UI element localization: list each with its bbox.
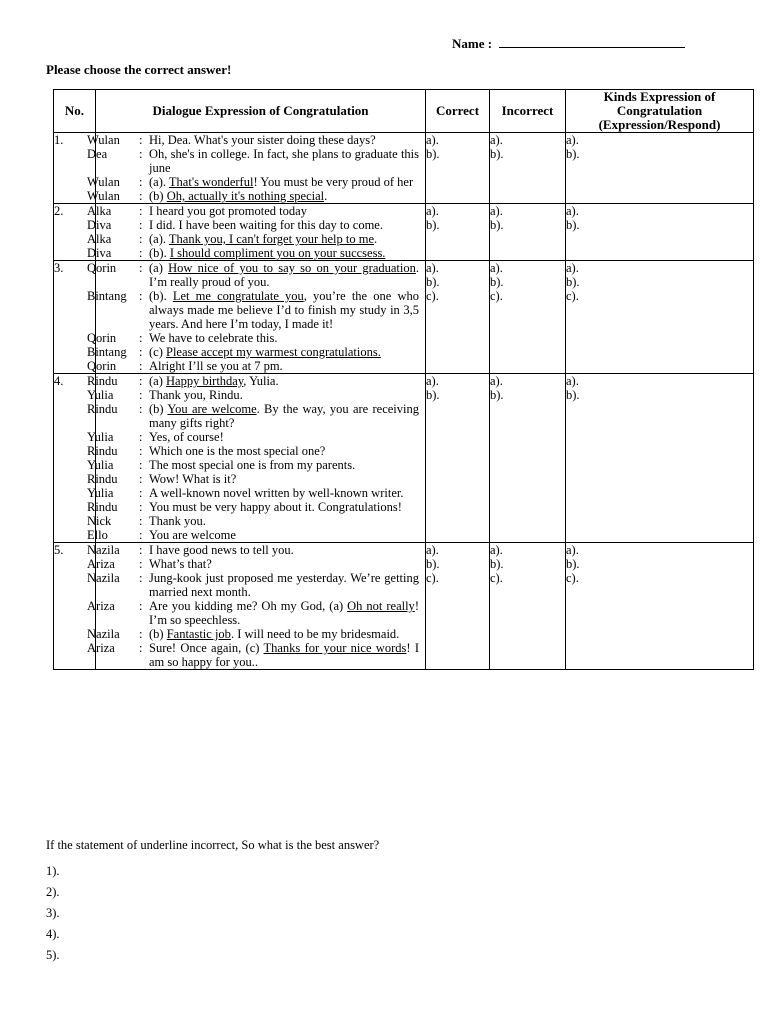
dialogue-cell [87, 374, 426, 543]
kinds-cell [566, 261, 754, 374]
incorrect-cell [490, 374, 566, 543]
dialogue-text: Jung-kook just proposed me yesterday. We’re getting married next month. [149, 571, 419, 599]
option-label: c). [490, 289, 503, 303]
dialogue-text: You are welcome [149, 528, 236, 542]
table-row [54, 543, 754, 670]
speaker-colon: : [139, 345, 143, 359]
option-label: a). [426, 374, 439, 388]
underlined-expression: Oh not really [347, 599, 415, 613]
underlined-expression: I should compliment you on your succsess. [169, 246, 386, 260]
option-label: a). [490, 133, 503, 147]
option-label: a). [426, 133, 439, 147]
incorrect-cell [490, 133, 566, 204]
text-after: ! I am so happy for you.. [149, 641, 420, 669]
dialogue-text: Hi, Dea. What's your sister doing these days? [149, 133, 376, 147]
dialogue-text: Oh, she's in college. In fact, she plans to graduate this june [149, 147, 419, 175]
text-before: (b). [149, 246, 170, 260]
speaker-colon: : [139, 641, 143, 655]
answer-line-2: 2). [46, 885, 60, 899]
dialogue-cell [87, 261, 426, 374]
dialogue-text: Yes, of course! [149, 430, 224, 444]
instruction: Please choose the correct answer! [46, 62, 232, 77]
dialogue-text [149, 402, 419, 430]
header-dialogue: Dialogue Expression of Congratulation [96, 90, 426, 133]
table-row [54, 133, 754, 204]
text-before: (b) [149, 627, 167, 641]
text-before: (a). [149, 175, 169, 189]
option-label: b). [490, 218, 504, 232]
option-label: a). [426, 543, 439, 557]
speaker-name: Nazila [87, 627, 120, 641]
speaker-colon: : [139, 458, 143, 472]
speaker-name: Rindu [87, 402, 118, 416]
text-after: . I’m really proud of you. [149, 261, 419, 289]
dialogue-lines [87, 543, 425, 669]
correct-cell [426, 543, 490, 670]
speaker-name: Alka [87, 204, 112, 218]
table-row [54, 204, 754, 261]
option-label: c). [426, 289, 439, 303]
speaker-colon: : [139, 571, 143, 585]
text-after: . [324, 189, 328, 203]
speaker-colon: : [139, 359, 143, 373]
dialogue-cell [87, 133, 426, 204]
speaker-colon: : [139, 232, 143, 246]
speaker-name: Rindu [87, 500, 118, 514]
speaker-colon: : [139, 472, 143, 486]
table-header-row [54, 90, 754, 133]
row-number: 2. [54, 204, 96, 261]
option-label: a). [490, 543, 503, 557]
dialogue-text [149, 641, 419, 669]
speaker-colon: : [139, 147, 143, 161]
row-number: 1. [54, 133, 96, 204]
row-number: 4. [54, 374, 96, 543]
correct-cell [426, 133, 490, 204]
speaker-colon: : [139, 331, 143, 345]
speaker-name: Yulia [87, 458, 114, 472]
speaker-name: Wulan [87, 175, 120, 189]
option-label: b). [490, 275, 504, 289]
option-label: a). [426, 261, 439, 275]
speaker-name: Nazila [87, 571, 120, 585]
speaker-name: Bintang [87, 289, 127, 303]
text-after: . I will need to be my bridesmaid. [230, 627, 400, 641]
dialogue-text: You must be very happy about it. Congratulations! [149, 500, 402, 514]
header-incorrect: Incorrect [490, 90, 566, 133]
name-label: Name : [452, 36, 496, 51]
text-after: ! You must be very proud of her [253, 175, 414, 189]
speaker-name: Qorin [87, 359, 117, 373]
dialogue-lines [87, 204, 425, 260]
speaker-colon: : [139, 388, 143, 402]
correct-cell [426, 374, 490, 543]
speaker-name: Yulia [87, 486, 114, 500]
option-label: b). [490, 147, 504, 161]
dialogue-lines [87, 261, 425, 373]
dialogue-text: What’s that? [149, 557, 212, 571]
speaker-name: Rindu [87, 444, 118, 458]
dialogue-text: I have good news to tell you. [149, 543, 294, 557]
text-after: . [374, 232, 378, 246]
text-after: , you’re the one who always made me believe I’d to finish my study in 3,5 years. And here I’m today, I made it! [149, 289, 419, 331]
text-after: ! I’m so speechless. [149, 599, 419, 627]
option-label: c). [566, 289, 579, 303]
dialogue-text: I heard you got promoted today [149, 204, 307, 218]
speaker-name: Ello [87, 528, 108, 542]
underlined-expression: Please accept my warmest congratulations. [166, 345, 381, 359]
row-number: 5. [54, 543, 96, 670]
correct-cell [426, 261, 490, 374]
correct-cell [426, 204, 490, 261]
speaker-colon: : [139, 204, 143, 218]
footer-question: If the statement of underline incorrect, So what is the best answer? [46, 838, 380, 852]
dialogue-text [149, 345, 419, 359]
row-number: 3. [54, 261, 96, 374]
speaker-name: Bintang [87, 345, 127, 359]
underlined-expression: Oh, actually it's nothing special [166, 189, 325, 203]
speaker-colon: : [139, 599, 143, 613]
speaker-colon: : [139, 500, 143, 514]
speaker-name: Dea [87, 147, 108, 161]
speaker-name: Rindu [87, 472, 118, 486]
congratulation-table [53, 89, 754, 670]
answer-line-5: 5). [46, 948, 60, 962]
dialogue-text: A well-known novel written by well-known writer. [149, 486, 404, 500]
speaker-name: Ariza [87, 641, 115, 655]
option-label: a). [566, 374, 579, 388]
dialogue-lines [87, 133, 425, 203]
text-after: , Yulia. [243, 374, 279, 388]
speaker-name: Nazila [87, 543, 120, 557]
speaker-name: Wulan [87, 133, 120, 147]
option-label: a). [566, 543, 579, 557]
speaker-name: Qorin [87, 261, 117, 275]
underlined-expression: Happy birthday [166, 374, 244, 388]
option-label: c). [426, 571, 439, 585]
speaker-colon: : [139, 402, 143, 416]
option-label: c). [566, 571, 579, 585]
speaker-colon: : [139, 444, 143, 458]
option-label: a). [566, 204, 579, 218]
text-before: (a) [149, 374, 166, 388]
speaker-name: Ariza [87, 599, 115, 613]
option-label: b). [426, 218, 440, 232]
speaker-name: Diva [87, 246, 112, 260]
speaker-colon: : [139, 430, 143, 444]
dialogue-text [149, 289, 419, 331]
dialogue-text [149, 627, 419, 641]
option-label: b). [490, 557, 504, 571]
answer-line-4: 4). [46, 927, 60, 941]
dialogue-text [149, 246, 419, 260]
text-before: (b) [149, 189, 167, 203]
speaker-name: Qorin [87, 331, 117, 345]
header-kinds: Kinds Expression of Congratulation (Expression/Respond) [566, 90, 754, 133]
underlined-expression: Thank you, I can't forget your help to me [168, 232, 374, 246]
option-label: a). [566, 133, 579, 147]
speaker-name: Diva [87, 218, 112, 232]
answer-line-3: 3). [46, 906, 60, 920]
text-after: . By the way, you are receiving many gifts right? [149, 402, 419, 430]
speaker-colon: : [139, 486, 143, 500]
speaker-colon: : [139, 528, 143, 542]
dialogue-text [149, 175, 419, 189]
speaker-name: Ariza [87, 557, 115, 571]
dialogue-text [149, 261, 419, 289]
option-label: b). [426, 147, 440, 161]
dialogue-text: Wow! What is it? [149, 472, 237, 486]
table-row [54, 374, 754, 543]
header-no: No. [54, 90, 96, 133]
speaker-colon: : [139, 246, 143, 260]
speaker-colon: : [139, 189, 143, 203]
option-label: a). [426, 204, 439, 218]
text-before: Are you kidding me? Oh my God, (a) [149, 599, 348, 613]
underlined-expression: How nice of you to say so on your graduation [168, 261, 416, 275]
speaker-name: Alka [87, 232, 112, 246]
text-before: (b). [149, 289, 173, 303]
dialogue-text [149, 189, 419, 203]
dialogue-text [149, 374, 419, 388]
option-label: a). [566, 261, 579, 275]
speaker-colon: : [139, 218, 143, 232]
text-before: (a). [149, 232, 169, 246]
option-label: b). [566, 557, 580, 571]
option-label: c). [490, 571, 503, 585]
speaker-name: Nick [87, 514, 112, 528]
name-blank [499, 35, 685, 48]
underlined-expression: Let me congratulate you [172, 289, 304, 303]
incorrect-cell [490, 204, 566, 261]
option-label: b). [426, 275, 440, 289]
option-label: b). [426, 388, 440, 402]
dialogue-text [149, 599, 419, 627]
option-label: b). [566, 218, 580, 232]
speaker-colon: : [139, 261, 143, 275]
table-row [54, 261, 754, 374]
answer-line-1: 1). [46, 864, 60, 878]
dialogue-cell [87, 543, 426, 670]
dialogue-text: The most special one is from my parents. [149, 458, 356, 472]
speaker-colon: : [139, 374, 143, 388]
option-label: b). [566, 147, 580, 161]
text-before: (c) [149, 345, 166, 359]
dialogue-text: Thank you, Rindu. [149, 388, 243, 402]
dialogue-cell [87, 204, 426, 261]
underlined-expression: Fantastic job [166, 627, 231, 641]
incorrect-cell [490, 543, 566, 670]
speaker-colon: : [139, 514, 143, 528]
dialogue-text: We have to celebrate this. [149, 331, 278, 345]
incorrect-cell [490, 261, 566, 374]
speaker-colon: : [139, 557, 143, 571]
speaker-name: Yulia [87, 388, 114, 402]
kinds-cell [566, 133, 754, 204]
speaker-colon: : [139, 175, 143, 189]
kinds-cell [566, 204, 754, 261]
underlined-expression: That's wonderful [168, 175, 254, 189]
dialogue-text: Alright I’ll se you at 7 pm. [149, 359, 283, 373]
speaker-colon: : [139, 627, 143, 641]
text-before: (a) [149, 261, 169, 275]
speaker-colon: : [139, 543, 143, 557]
underlined-expression: You are welcome [167, 402, 257, 416]
underlined-expression: Thanks for your nice words [263, 641, 407, 655]
option-label: b). [566, 388, 580, 402]
speaker-colon: : [139, 133, 143, 147]
speaker-name: Wulan [87, 189, 120, 203]
dialogue-lines [87, 374, 425, 542]
dialogue-text: I did. I have been waiting for this day to come. [149, 218, 383, 232]
speaker-name: Rindu [87, 374, 118, 388]
dialogue-text [149, 232, 419, 246]
option-label: a). [490, 204, 503, 218]
table-body [54, 133, 754, 670]
text-before: Sure! Once again, (c) [149, 641, 264, 655]
dialogue-text: Thank you. [149, 514, 206, 528]
dialogue-text: Which one is the most special one? [149, 444, 326, 458]
speaker-colon: : [139, 289, 143, 303]
option-label: a). [490, 374, 503, 388]
text-before: (b) [149, 402, 168, 416]
option-label: b). [566, 275, 580, 289]
option-label: b). [490, 388, 504, 402]
kinds-cell [566, 543, 754, 670]
header-correct: Correct [426, 90, 490, 133]
option-label: a). [490, 261, 503, 275]
option-label: b). [426, 557, 440, 571]
kinds-cell [566, 374, 754, 543]
name-field-label [452, 35, 685, 52]
speaker-name: Yulia [87, 430, 114, 444]
